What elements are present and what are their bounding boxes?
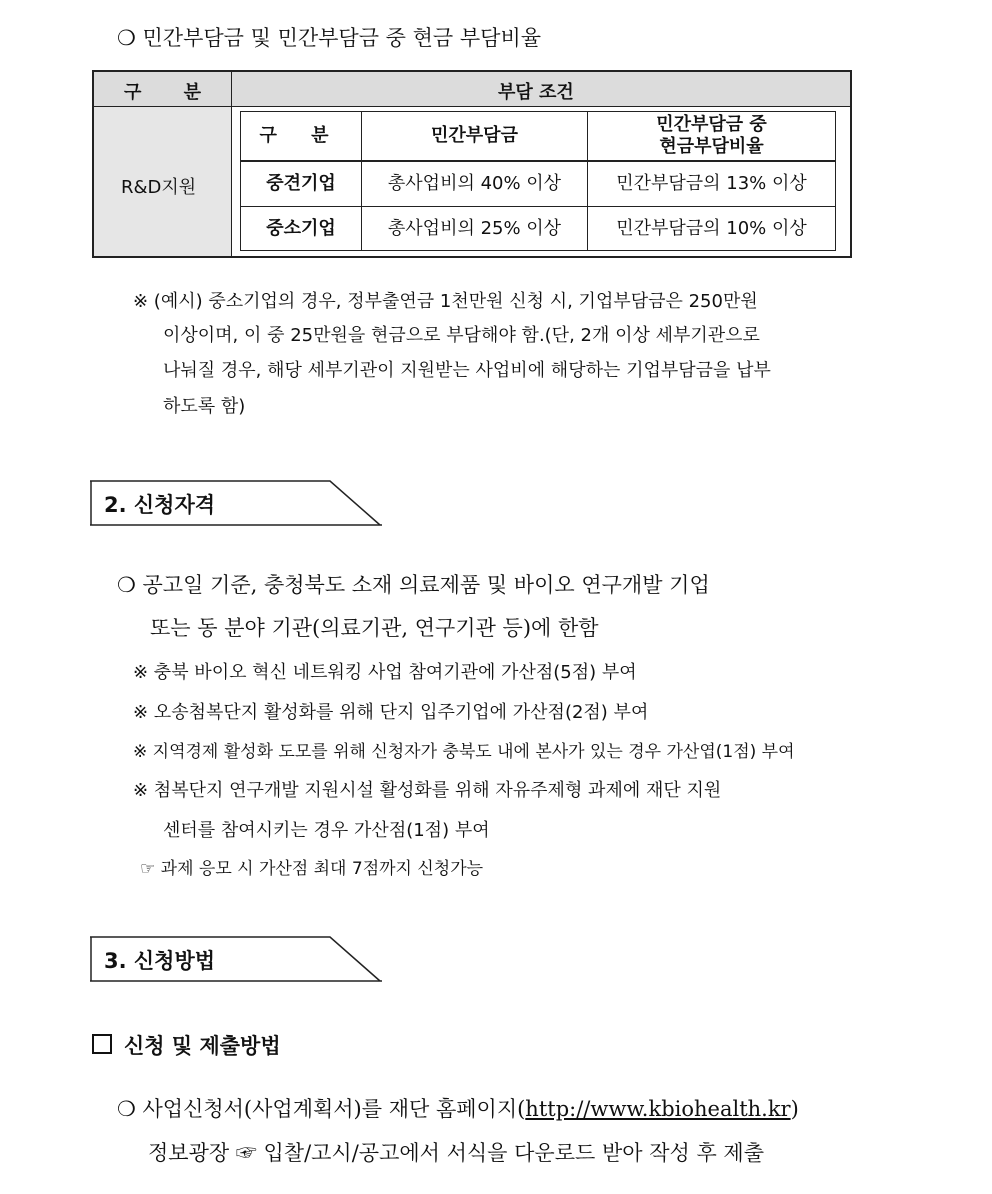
- note-example-line: 하도록 함): [163, 396, 246, 417]
- inner-header-category: 구 분: [259, 125, 343, 147]
- eligibility-note: ※ 충북 바이오 혁신 네트워킹 사업 참여기관에 가산점(5점) 부여: [133, 662, 637, 683]
- table-row-label-midsize: 중견기업: [266, 172, 336, 194]
- bonus-points-note: ☞ 과제 응모 시 가산점 최대 7점까지 신청가능: [140, 859, 484, 879]
- section-title-eligibility: 2. 신청자격: [90, 480, 390, 526]
- eligibility-bullet-continued: 또는 동 분야 기관(의료기관, 연구기관 등)에 한함: [150, 616, 599, 640]
- inner-header-cash-ratio: 민간부담금 중 현금부담비율: [656, 114, 767, 157]
- inner-ratio-table: [240, 111, 836, 251]
- homepage-link[interactable]: http://www.kbiohealth.kr: [525, 1097, 791, 1121]
- heading-cost-share: ❍ 민간부담금 및 민간부담금 중 현금 부담비율: [117, 26, 542, 50]
- note-example-line: 이상이며, 이 중 25만원을 현금으로 부담해야 함.(단, 2개 이상 세부기관으로: [163, 325, 760, 346]
- eligibility-note-continued: 센터를 참여시키는 경우 가산점(1점) 부여: [163, 820, 490, 841]
- note-example-line: ※ (예시) 중소기업의 경우, 정부출연금 1천만원 신청 시, 기업부담금은 250만원: [133, 291, 758, 312]
- checkbox-icon: [92, 1034, 112, 1054]
- row-label-rnd: R&D지원: [121, 177, 197, 198]
- eligibility-note: ※ 지역경제 활성화 도모를 위해 신청자가 충북도 내에 본사가 있는 경우 가산엽(1점) 부여: [133, 742, 795, 762]
- eligibility-note: ※ 오송첨복단지 활성화를 위해 단지 입주기업에 가산점(2점) 부여: [133, 702, 649, 723]
- inner-header-private-share: 민간부담금: [431, 125, 518, 147]
- table-row-label-sme: 중소기업: [266, 217, 336, 239]
- col-header-conditions: 부담 조건: [498, 82, 574, 103]
- table-cell: 총사업비의 25% 이상: [387, 217, 562, 239]
- note-example-line: 나눠질 경우, 해당 세부기관이 지원받는 사업비에 해당하는 기업부담금을 납부: [163, 360, 771, 381]
- table-cell: 총사업비의 40% 이상: [387, 172, 562, 194]
- col-header-category: 구 분: [124, 82, 220, 103]
- submission-line-continued: 정보광장 ☞ 입찰/고시/공고에서 서식을 다운로드 받아 작성 후 제출: [148, 1141, 764, 1165]
- submission-line: ❍ 사업신청서(사업계획서)를 재단 홈페이지(http://www.kbiohealth.kr): [117, 1097, 799, 1121]
- subheading-submission: 신청 및 제출방법: [92, 1030, 281, 1060]
- eligibility-bullet: ❍ 공고일 기준, 충청북도 소재 의료제품 및 바이오 연구개발 기업: [117, 573, 710, 597]
- section-title-application: 3. 신청방법: [90, 936, 390, 982]
- eligibility-note: ※ 첨복단지 연구개발 지원시설 활성화를 위해 자유주제형 과제에 재단 지원: [133, 780, 722, 801]
- table-cell: 민간부담금의 13% 이상: [616, 172, 807, 194]
- table-cell: 민간부담금의 10% 이상: [616, 217, 807, 239]
